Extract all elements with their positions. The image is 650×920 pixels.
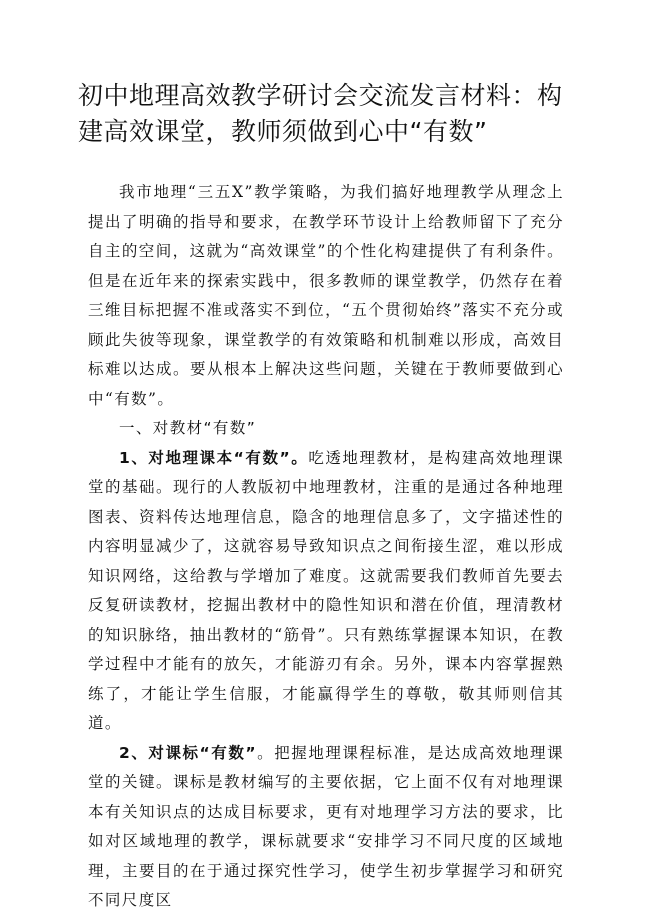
- item-lead-2: 2、对课标“有数”: [119, 743, 257, 762]
- item-text-2: 。把握地理课程标准，是达成高效地理课堂的关键。课标是教材编写的主要依据，它上面不仅有对地理课本有关知识点的达成目标要求，更有对地理学习方法的要求，比如对区域地理的教学，课标就要求“安排学习不同尺度的区域地理，主要目的在于通过探究性学习，使学生初步掌握学习和研究不同尺度区: [88, 743, 564, 909]
- section-heading: 一、对教材“有数”: [119, 419, 257, 437]
- intro-paragraph: 我市地理“三五X”教学策略，为我们搞好地理教学从理念上提出了明确的指导和要求，在教学环节设计上给教师留下了充分自主的空间，这就为“高效课堂”的个性化构建提供了有利条件。但是在近年来的探索实践中，很多教师的课堂教学，仍然存在着三维目标把握不准或落实不到位，“五个贯彻始终”落实不充分或顾此失彼等现象，课堂教学的有效策略和机制难以形成，高效目标难以达成。要从根本上解决这些问题，关键在于教师要做到心中“有数”。: [88, 183, 564, 408]
- document-title: 初中地理高效教学研讨会交流发言材料：构建高效课堂，教师须做到心中“有数”: [78, 81, 563, 146]
- item-paragraph-1: [88, 444, 564, 739]
- item-lead-1: 1、对地理课本“有数”。: [119, 448, 309, 467]
- document-body: [88, 178, 564, 916]
- item-text-1: 吃透地理教材，是构建高效地理课堂的基础。现行的人教版初中地理教材，注重的是通过各种地理图表、资料传达地理信息，隐含的地理信息多了，文字描述性的内容明显减少了，这就容易导致知识点之间衔接生涩，难以形成知识网络，这给教与学增加了难度。这就需要我们教师首先要去反复研读教材，挖掘出教材中的隐性知识和潜在价值，理清教材的知识脉络，抽出教材的“筋骨”。只有熟练掌握课本知识，在教学过程中才能有的放矢，才能游刃有余。另外，课本内容掌握熟练了，才能让学生信服，才能赢得学生的尊敬，敬其师则信其道。: [88, 448, 564, 732]
- item-paragraph-2: [88, 739, 564, 916]
